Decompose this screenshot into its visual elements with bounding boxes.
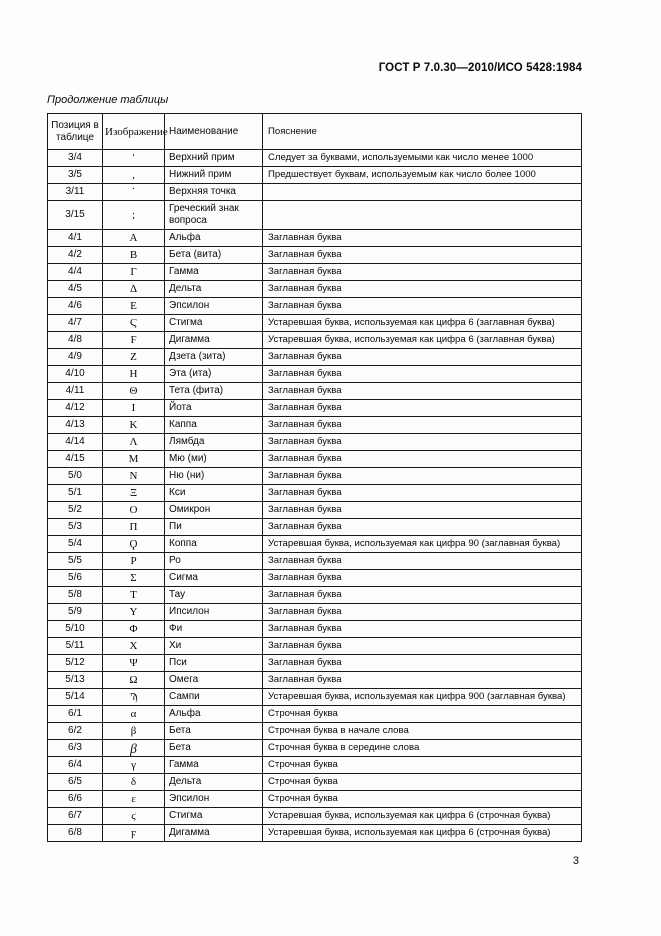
name-cell: Фи	[165, 621, 263, 638]
glyph-cell: β	[103, 740, 165, 757]
table-row	[48, 740, 582, 757]
name-cell: Пси	[165, 655, 263, 672]
name-cell: Альфа	[165, 230, 263, 247]
column-header-explanation: Пояснение	[263, 114, 582, 150]
glyph-cell: Ζ	[103, 349, 165, 366]
glyph-cell: Κ	[103, 417, 165, 434]
position-cell: 6/3	[48, 740, 103, 757]
position-cell: 6/1	[48, 706, 103, 723]
position-cell: 6/8	[48, 825, 103, 842]
position-cell: 4/14	[48, 434, 103, 451]
position-cell: 4/1	[48, 230, 103, 247]
name-cell: Дигамма	[165, 332, 263, 349]
explanation-cell: Предшествует буквам, используемым как число более 1000	[263, 167, 582, 184]
explanation-cell: Заглавная буква	[263, 298, 582, 315]
explanation-cell: Устаревшая буква, используемая как цифра 6 (строчная буква)	[263, 825, 582, 842]
table-row	[48, 349, 582, 366]
table-row	[48, 791, 582, 808]
table-row	[48, 167, 582, 184]
glyph-cell: β	[103, 723, 165, 740]
column-header-image: Изображение	[103, 114, 165, 150]
explanation-cell: Заглавная буква	[263, 621, 582, 638]
name-cell: Йота	[165, 400, 263, 417]
name-cell: Тета (фита)	[165, 383, 263, 400]
explanation-cell: Строчная буква	[263, 774, 582, 791]
name-cell: Стигма	[165, 315, 263, 332]
explanation-cell: Заглавная буква	[263, 349, 582, 366]
page-content	[47, 62, 582, 867]
table-row	[48, 281, 582, 298]
glyph-cell: Η	[103, 366, 165, 383]
name-cell: Ро	[165, 553, 263, 570]
glyph-cell: ‚	[103, 167, 165, 184]
explanation-cell: Заглавная буква	[263, 417, 582, 434]
table-row	[48, 502, 582, 519]
glyph-cell: Ι	[103, 400, 165, 417]
glyph-cell: Ν	[103, 468, 165, 485]
position-cell: 3/5	[48, 167, 103, 184]
glyph-cell: Ϝ	[103, 332, 165, 349]
name-cell: Гамма	[165, 264, 263, 281]
explanation-cell: Заглавная буква	[263, 502, 582, 519]
name-cell: Коппа	[165, 536, 263, 553]
position-cell: 4/4	[48, 264, 103, 281]
name-cell: Дигамма	[165, 825, 263, 842]
position-cell: 3/4	[48, 150, 103, 167]
glyph-cell: Β	[103, 247, 165, 264]
explanation-cell: Устаревшая буква, используемая как цифра 90 (заглавная буква)	[263, 536, 582, 553]
explanation-cell: Устаревшая буква, используемая как цифра 6 (строчная буква)	[263, 808, 582, 825]
explanation-cell: Заглавная буква	[263, 655, 582, 672]
explanation-cell: Заглавная буква	[263, 451, 582, 468]
name-cell: Бета	[165, 740, 263, 757]
position-cell: 5/9	[48, 604, 103, 621]
glyph-cell: ′	[103, 150, 165, 167]
explanation-cell: Заглавная буква	[263, 672, 582, 689]
table-head	[48, 114, 582, 150]
explanation-cell: Заглавная буква	[263, 281, 582, 298]
explanation-cell: Заглавная буква	[263, 604, 582, 621]
glyph-cell: Ω	[103, 672, 165, 689]
name-cell: Сигма	[165, 570, 263, 587]
glyph-cell: Τ	[103, 587, 165, 604]
glyph-cell: ϝ	[103, 825, 165, 842]
explanation-cell: Заглавная буква	[263, 230, 582, 247]
table-header-row	[48, 114, 582, 150]
position-cell: 4/11	[48, 383, 103, 400]
table-row	[48, 774, 582, 791]
position-cell: 4/5	[48, 281, 103, 298]
name-cell: Альфа	[165, 706, 263, 723]
explanation-cell: Строчная буква	[263, 706, 582, 723]
table-row	[48, 417, 582, 434]
table-row	[48, 536, 582, 553]
position-cell: 5/3	[48, 519, 103, 536]
name-cell: Верхняя точка	[165, 184, 263, 201]
name-cell: Эпсилон	[165, 298, 263, 315]
glyph-cell: ˙	[103, 184, 165, 201]
glyph-cell: Ϡ	[103, 689, 165, 706]
explanation-cell: Заглавная буква	[263, 468, 582, 485]
greek-letters-table	[47, 113, 582, 842]
name-cell: Греческий знак вопроса	[165, 201, 263, 230]
table-row	[48, 434, 582, 451]
glyph-cell: Π	[103, 519, 165, 536]
glyph-cell: Α	[103, 230, 165, 247]
table-row	[48, 604, 582, 621]
table-row	[48, 332, 582, 349]
position-cell: 4/12	[48, 400, 103, 417]
table-row	[48, 247, 582, 264]
position-cell: 4/13	[48, 417, 103, 434]
name-cell: Каппа	[165, 417, 263, 434]
name-cell: Нижний прим	[165, 167, 263, 184]
position-cell: 5/4	[48, 536, 103, 553]
table-row	[48, 638, 582, 655]
position-cell: 4/8	[48, 332, 103, 349]
position-cell: 5/11	[48, 638, 103, 655]
explanation-cell: Заглавная буква	[263, 485, 582, 502]
glyph-cell: Ξ	[103, 485, 165, 502]
name-cell: Бета (вита)	[165, 247, 263, 264]
glyph-cell: Ψ	[103, 655, 165, 672]
glyph-cell: Υ	[103, 604, 165, 621]
explanation-cell: Заглавная буква	[263, 587, 582, 604]
table-row	[48, 706, 582, 723]
table-row	[48, 570, 582, 587]
explanation-cell: Заглавная буква	[263, 400, 582, 417]
name-cell: Ню (ни)	[165, 468, 263, 485]
table-row	[48, 723, 582, 740]
glyph-cell: Ε	[103, 298, 165, 315]
table-row	[48, 184, 582, 201]
table-row	[48, 485, 582, 502]
table-row	[48, 825, 582, 842]
position-cell: 5/0	[48, 468, 103, 485]
table-row	[48, 689, 582, 706]
position-cell: 6/4	[48, 757, 103, 774]
name-cell: Мю (ми)	[165, 451, 263, 468]
position-cell: 3/15	[48, 201, 103, 230]
table-body	[48, 150, 582, 842]
explanation-cell: Устаревшая буква, используемая как цифра 6 (заглавная буква)	[263, 315, 582, 332]
position-cell: 5/14	[48, 689, 103, 706]
table-row	[48, 553, 582, 570]
glyph-cell: ϛ	[103, 808, 165, 825]
explanation-cell: Устаревшая буква, используемая как цифра 6 (заглавная буква)	[263, 332, 582, 349]
position-cell: 4/9	[48, 349, 103, 366]
explanation-cell: Заглавная буква	[263, 570, 582, 587]
column-header-name: Наименование	[165, 114, 263, 150]
explanation-cell: Строчная буква	[263, 791, 582, 808]
table-row	[48, 298, 582, 315]
table-row	[48, 315, 582, 332]
table-caption: Продолжение таблицы	[47, 94, 169, 106]
table-row	[48, 366, 582, 383]
explanation-cell	[263, 184, 582, 201]
name-cell: Омикрон	[165, 502, 263, 519]
table-row	[48, 264, 582, 281]
name-cell: Ипсилон	[165, 604, 263, 621]
glyph-cell: Ϛ	[103, 315, 165, 332]
position-cell: 6/6	[48, 791, 103, 808]
glyph-cell: Ρ	[103, 553, 165, 570]
name-cell: Тау	[165, 587, 263, 604]
table-row	[48, 201, 582, 230]
explanation-cell: Строчная буква в начале слова	[263, 723, 582, 740]
glyph-cell: Μ	[103, 451, 165, 468]
position-cell: 5/8	[48, 587, 103, 604]
doc-header: ГОСТ Р 7.0.30—2010/ИСО 5428:1984	[378, 62, 582, 74]
table-row	[48, 383, 582, 400]
name-cell: Эта (ита)	[165, 366, 263, 383]
name-cell: Стигма	[165, 808, 263, 825]
explanation-cell: Строчная буква в середине слова	[263, 740, 582, 757]
table-row	[48, 672, 582, 689]
position-cell: 5/10	[48, 621, 103, 638]
glyph-cell: γ	[103, 757, 165, 774]
table-row	[48, 757, 582, 774]
glyph-cell: Λ	[103, 434, 165, 451]
glyph-cell: ;	[103, 201, 165, 230]
explanation-cell: Следует за буквами, используемыми как число менее 1000	[263, 150, 582, 167]
name-cell: Бета	[165, 723, 263, 740]
position-cell: 4/15	[48, 451, 103, 468]
explanation-cell: Заглавная буква	[263, 383, 582, 400]
column-header-position: Позиция в таблице	[48, 114, 103, 150]
table-row	[48, 150, 582, 167]
position-cell: 5/13	[48, 672, 103, 689]
explanation-cell: Заглавная буква	[263, 434, 582, 451]
name-cell: Лямбда	[165, 434, 263, 451]
position-cell: 5/6	[48, 570, 103, 587]
name-cell: Хи	[165, 638, 263, 655]
table-row	[48, 451, 582, 468]
explanation-cell: Устаревшая буква, используемая как цифра 900 (заглавная буква)	[263, 689, 582, 706]
explanation-cell: Заглавная буква	[263, 553, 582, 570]
position-cell: 5/1	[48, 485, 103, 502]
explanation-cell	[263, 201, 582, 230]
position-cell: 3/11	[48, 184, 103, 201]
explanation-cell: Заглавная буква	[263, 366, 582, 383]
glyph-cell: Δ	[103, 281, 165, 298]
glyph-cell: α	[103, 706, 165, 723]
name-cell: Кси	[165, 485, 263, 502]
glyph-cell: ε	[103, 791, 165, 808]
position-cell: 4/2	[48, 247, 103, 264]
table-row	[48, 519, 582, 536]
table-row	[48, 655, 582, 672]
table-row	[48, 400, 582, 417]
glyph-cell: δ	[103, 774, 165, 791]
name-cell: Дельта	[165, 774, 263, 791]
name-cell: Гамма	[165, 757, 263, 774]
position-cell: 4/7	[48, 315, 103, 332]
position-cell: 4/6	[48, 298, 103, 315]
position-cell: 4/10	[48, 366, 103, 383]
glyph-cell: Θ	[103, 383, 165, 400]
explanation-cell: Заглавная буква	[263, 247, 582, 264]
table-row	[48, 468, 582, 485]
position-cell: 6/5	[48, 774, 103, 791]
explanation-cell: Заглавная буква	[263, 264, 582, 281]
name-cell: Сампи	[165, 689, 263, 706]
position-cell: 5/2	[48, 502, 103, 519]
table-row	[48, 621, 582, 638]
table-row	[48, 587, 582, 604]
position-cell: 6/7	[48, 808, 103, 825]
name-cell: Пи	[165, 519, 263, 536]
page-number: 3	[572, 855, 579, 867]
table-row	[48, 230, 582, 247]
position-cell: 5/5	[48, 553, 103, 570]
explanation-cell: Заглавная буква	[263, 638, 582, 655]
glyph-cell: Γ	[103, 264, 165, 281]
glyph-cell: Χ	[103, 638, 165, 655]
explanation-cell: Строчная буква	[263, 757, 582, 774]
glyph-cell: Φ	[103, 621, 165, 638]
table-row	[48, 808, 582, 825]
name-cell: Эпсилон	[165, 791, 263, 808]
glyph-cell: Ϙ	[103, 536, 165, 553]
glyph-cell: Ο	[103, 502, 165, 519]
name-cell: Омега	[165, 672, 263, 689]
name-cell: Дзета (зита)	[165, 349, 263, 366]
glyph-cell: Σ	[103, 570, 165, 587]
position-cell: 5/12	[48, 655, 103, 672]
name-cell: Верхний прим	[165, 150, 263, 167]
name-cell: Дельта	[165, 281, 263, 298]
explanation-cell: Заглавная буква	[263, 519, 582, 536]
position-cell: 6/2	[48, 723, 103, 740]
